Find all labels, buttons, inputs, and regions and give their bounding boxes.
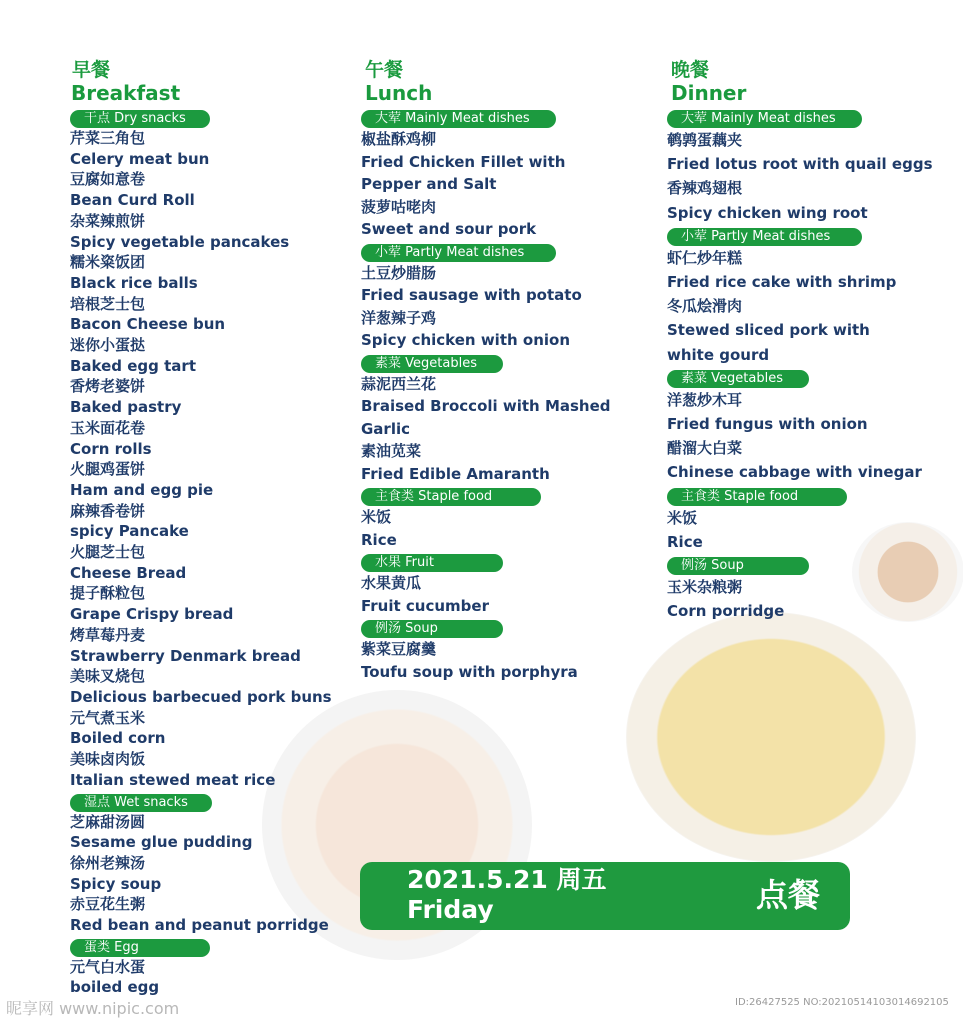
- menu-item: Red bean and peanut porridge: [70, 916, 329, 935]
- dinner-sections: [667, 107, 933, 623]
- menu-item: 糯米粢饭团: [70, 253, 146, 272]
- lunch-sections: [361, 107, 611, 683]
- menu-item: 洋葱辣子鸡: [361, 308, 437, 327]
- menu-item: 米饭: [667, 508, 698, 527]
- menu-item: white gourd: [667, 345, 770, 364]
- menu-item: Celery meat bun: [70, 149, 210, 168]
- menu-item: Fried lotus root with quail eggs: [667, 155, 933, 174]
- menu-section: [361, 617, 611, 683]
- menu-item: Stewed sliced pork with: [667, 321, 870, 340]
- section-label-pill: 小荤 Partly Meat dishes: [361, 244, 556, 262]
- menu-item: 美味卤肉饭: [70, 750, 146, 769]
- watermark-left: 昵享网 www.nipic.com: [6, 999, 180, 1018]
- menu-item: Spicy soup: [70, 874, 162, 893]
- section-label-pill: 大荤 Mainly Meat dishes: [361, 110, 556, 128]
- menu-item: Fruit cucumber: [361, 596, 489, 615]
- section-label-pill: 主食类 Staple food: [667, 488, 847, 506]
- menu-section: [667, 367, 933, 485]
- menu-item: 迷你小蛋挞: [70, 336, 146, 355]
- menu-item: 香烤老婆饼: [70, 377, 146, 396]
- menu-item: 香辣鸡翅根: [667, 179, 743, 198]
- lunch-column: [361, 59, 611, 683]
- lunch-title-en: Lunch: [365, 81, 433, 105]
- menu-item: Fried rice cake with shrimp: [667, 273, 897, 292]
- menu-item: Chinese cabbage with vinegar: [667, 463, 922, 482]
- menu-section: [667, 485, 933, 554]
- menu-item: 芹菜三角包: [70, 129, 146, 147]
- breakfast-sections: [70, 107, 332, 998]
- dinner-title-zh: 晚餐: [671, 59, 710, 81]
- section-label-pill: 素菜 Vegetables: [361, 355, 503, 373]
- menu-item: Boiled corn: [70, 729, 166, 748]
- menu-item: Spicy vegetable pancakes: [70, 232, 290, 251]
- menu-item: Pepper and Salt: [361, 175, 497, 193]
- menu-item: Grape Crispy bread: [70, 605, 234, 624]
- menu-item: 虾仁炒年糕: [667, 248, 743, 267]
- menu-item: 冬瓜烩滑肉: [667, 297, 743, 316]
- menu-item: Fried Edible Amaranth: [361, 464, 550, 483]
- menu-item: 杂菜辣煎饼: [70, 211, 146, 230]
- menu-item: 豆腐如意卷: [70, 170, 146, 189]
- menu-item: Baked pastry: [70, 398, 182, 417]
- section-label-pill: 例汤 Soup: [361, 620, 503, 638]
- menu-section: [667, 107, 933, 225]
- menu-item: 元气煮玉米: [70, 708, 146, 727]
- menu-item: Ham and egg pie: [70, 480, 214, 499]
- lunch-title-zh: 午餐: [365, 59, 404, 81]
- menu-item: 土豆炒腊肠: [361, 263, 437, 282]
- menu-section: [361, 352, 611, 486]
- menu-item: 水果黄瓜: [361, 574, 422, 592]
- menu-item: Spicy chicken with onion: [361, 331, 571, 349]
- menu-item: 菠萝咕咾肉: [361, 197, 437, 216]
- section-label-pill: 干点 Dry snacks: [70, 110, 210, 128]
- order-button[interactable]: 点餐: [755, 876, 820, 914]
- menu-item: Delicious barbecued pork buns: [70, 687, 332, 706]
- menu-item: 提子酥粒包: [70, 584, 146, 603]
- date-banner: [360, 862, 850, 930]
- menu-section: [361, 107, 611, 241]
- menu-item: Baked egg tart: [70, 356, 196, 375]
- menu-item: Sweet and sour pork: [361, 220, 537, 238]
- menu-section: [667, 554, 933, 623]
- menu-section: [70, 936, 332, 998]
- breakfast-column: [70, 59, 332, 998]
- section-label-pill: 例汤 Soup: [667, 557, 809, 575]
- menu-item: Toufu soup with porphyra: [361, 662, 578, 681]
- menu-item: Rice: [361, 530, 397, 549]
- menu-item: Fried Chicken Fillet with: [361, 152, 566, 171]
- menu-item: 元气白水蛋: [70, 957, 146, 976]
- menu-item: 紫菜豆腐羹: [361, 640, 437, 658]
- menu-item: 玉米杂粮粥: [667, 578, 743, 597]
- menu-item: Fried sausage with potato: [361, 286, 582, 304]
- watermark-right: ID:26427525 NO:20210514103014692105: [735, 997, 949, 1008]
- menu-item: 椒盐酥鸡柳: [361, 130, 437, 148]
- menu-item: boiled egg: [70, 978, 160, 997]
- menu-item: 洋葱炒木耳: [667, 390, 743, 409]
- menu-item: Braised Broccoli with Mashed: [361, 397, 611, 415]
- dinner-column: [667, 59, 933, 623]
- noodle-bowl-image-right: [626, 612, 916, 862]
- menu-section: [70, 107, 332, 791]
- menu-item: 米饭: [361, 508, 392, 526]
- menu-item: Garlic: [361, 419, 411, 438]
- menu-section: [361, 485, 611, 551]
- menu-item: 美味叉烧包: [70, 667, 146, 686]
- menu-item: Cheese Bread: [70, 563, 187, 582]
- section-label-pill: 素菜 Vegetables: [667, 370, 809, 388]
- section-label-pill: 水果 Fruit: [361, 554, 503, 572]
- menu-item: 素油苋菜: [361, 442, 422, 460]
- menu-item: 鹌鹑蛋藕夹: [667, 131, 743, 149]
- menu-item: 徐州老辣汤: [70, 853, 146, 872]
- menu-item: 芝麻甜汤圆: [70, 812, 146, 831]
- menu-item: 火腿鸡蛋饼: [70, 460, 146, 479]
- menu-section: [361, 241, 611, 352]
- section-label-pill: 大荤 Mainly Meat dishes: [667, 110, 862, 128]
- menu-section: [361, 551, 611, 617]
- banner-date: 2021.5.21 周五: [407, 865, 607, 894]
- menu-item: 火腿芝士包: [70, 543, 146, 562]
- menu-item: 蒜泥西兰花: [361, 374, 437, 393]
- dinner-title-en: Dinner: [671, 81, 747, 105]
- menu-item: 玉米面花卷: [70, 418, 146, 437]
- menu-item: Black rice balls: [70, 273, 198, 292]
- menu-item: 醋溜大白菜: [667, 439, 743, 458]
- breakfast-title-en: Breakfast: [71, 81, 181, 105]
- section-label-pill: 蛋类 Egg: [70, 939, 210, 957]
- menu-item: Corn porridge: [667, 602, 785, 621]
- menu-item: Bacon Cheese bun: [70, 315, 226, 334]
- banner-day: Friday: [407, 895, 494, 924]
- menu-item: 赤豆花生粥: [70, 895, 146, 914]
- section-label-pill: 小荤 Partly Meat dishes: [667, 228, 862, 246]
- menu-item: Strawberry Denmark bread: [70, 646, 301, 665]
- menu-item: Sesame glue pudding: [70, 833, 253, 852]
- menu-item: Italian stewed meat rice: [70, 770, 276, 789]
- section-label-pill: 湿点 Wet snacks: [70, 794, 212, 812]
- menu-section: [667, 225, 933, 367]
- menu-item: Rice: [667, 532, 703, 551]
- menu-item: 烤草莓丹麦: [70, 625, 146, 644]
- menu-item: Spicy chicken wing root: [667, 203, 868, 222]
- menu-section: [70, 791, 332, 936]
- menu-item: Corn rolls: [70, 439, 152, 458]
- menu-item: Bean Curd Roll: [70, 191, 195, 210]
- menu-item: 麻辣香卷饼: [70, 501, 146, 520]
- menu-item: 培根芝士包: [70, 294, 146, 313]
- menu-item: Fried fungus with onion: [667, 415, 868, 434]
- section-label-pill: 主食类 Staple food: [361, 488, 541, 506]
- breakfast-title-zh: 早餐: [72, 59, 111, 81]
- menu-item: spicy Pancake: [70, 522, 189, 541]
